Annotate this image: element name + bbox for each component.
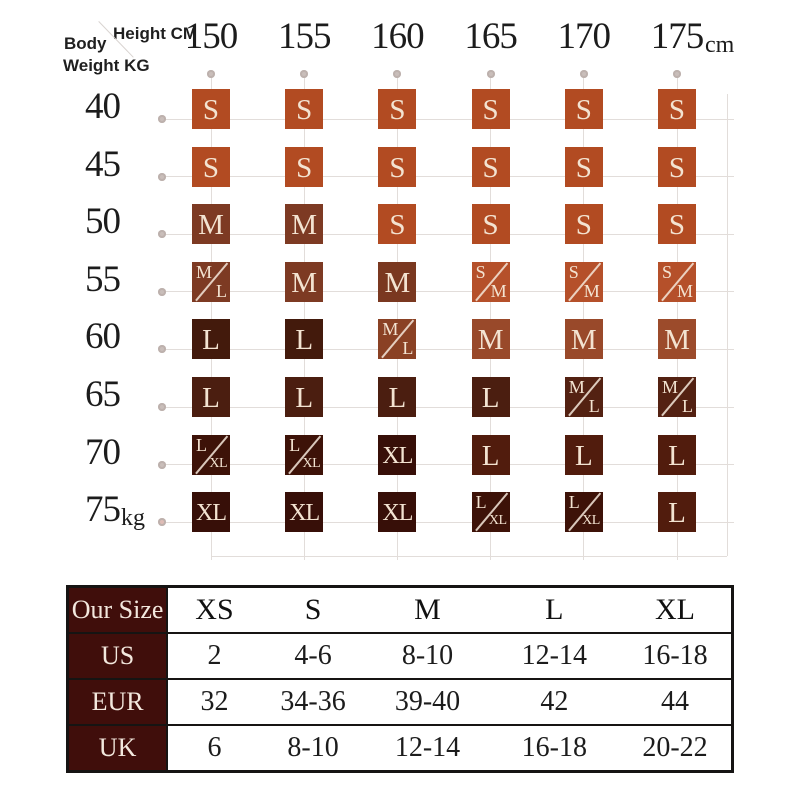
size-cell-55kg-155cm: [285, 262, 323, 302]
size-value: L: [295, 324, 314, 357]
size-value: XL: [382, 442, 413, 469]
us-xs: 2: [167, 633, 261, 679]
weight-axis-title-line2: Weight KG: [63, 56, 150, 75]
size-value: S: [482, 94, 499, 126]
size-cell-45kg-170cm: [565, 147, 603, 187]
size-cell-40kg-165cm: [472, 89, 510, 129]
weight-tick: 75: [85, 489, 120, 531]
size-value-top: M: [382, 319, 399, 340]
size-cell-65kg-175cm: [658, 377, 696, 417]
size-cell-60kg-160cm: [378, 319, 416, 359]
size-cell-40kg-155cm: [285, 89, 323, 129]
size-value: L: [668, 439, 686, 472]
size-value-top: M: [196, 261, 213, 282]
weight-tick: 45: [85, 143, 120, 185]
grid-dot: [158, 115, 166, 123]
uk-xs: 6: [167, 725, 261, 772]
size-cell-45kg-160cm: [378, 147, 416, 187]
size-value: M: [384, 266, 411, 299]
size-cell-75kg-170cm: [565, 492, 603, 532]
size-value: M: [664, 324, 690, 357]
size-cell-45kg-175cm: [658, 147, 696, 187]
us-m: 8-10: [365, 633, 489, 679]
size-value: S: [296, 94, 313, 126]
size-value: S: [389, 151, 406, 184]
eur-s: 34-36: [261, 679, 366, 725]
size-value: S: [202, 151, 220, 184]
grid-hline: [162, 119, 734, 120]
size-cell-65kg-150cm: [192, 377, 230, 417]
size-value: S: [296, 151, 313, 184]
size-cell-70kg-175cm: [658, 435, 696, 475]
size-value-top: S: [568, 261, 579, 282]
size-value: S: [668, 151, 686, 184]
size-value: S: [202, 94, 220, 126]
grid-hline: [162, 176, 734, 177]
size-cell-60kg-165cm: [472, 319, 510, 359]
grid-dot: [300, 70, 308, 78]
grid-hline: [162, 291, 734, 292]
uk-m: 12-14: [365, 725, 489, 772]
grid-dot: [158, 230, 166, 238]
grid-dot: [158, 345, 166, 353]
size-value-top: M: [568, 377, 585, 397]
us-xl: 16-18: [619, 633, 733, 679]
size-value: S: [575, 151, 592, 184]
size-value: M: [198, 209, 224, 242]
height-tick: 170: [557, 16, 611, 57]
size-cell-65kg-155cm: [285, 377, 323, 417]
size-col-l: L: [490, 587, 619, 634]
size-value: L: [574, 439, 593, 472]
size-value: S: [389, 94, 406, 126]
weight-tick: 55: [85, 258, 120, 300]
grid-dot: [393, 70, 401, 78]
size-col-xs: XS: [167, 587, 261, 634]
weight-tick: 70: [85, 431, 120, 473]
size-cell-40kg-150cm: [192, 89, 230, 129]
grid-dot: [158, 403, 166, 411]
size-value-top: L: [196, 434, 207, 455]
uk-xl: 20-22: [619, 725, 733, 772]
weight-tick: 50: [85, 201, 120, 243]
size-cell-45kg-155cm: [285, 147, 323, 187]
us-l: 12-14: [490, 633, 619, 679]
size-value: S: [575, 94, 592, 126]
size-cell-40kg-160cm: [378, 89, 416, 129]
size-cell-65kg-165cm: [472, 377, 510, 417]
size-cell-50kg-165cm: [472, 204, 510, 244]
region-label-eur: EUR: [68, 679, 168, 725]
size-value: L: [481, 382, 500, 414]
size-cell-60kg-150cm: [192, 319, 230, 359]
weight-tick: 40: [85, 86, 120, 127]
size-value-bottom: M: [583, 280, 600, 301]
size-cell-65kg-160cm: [378, 377, 416, 417]
size-cell-50kg-160cm: [378, 204, 416, 244]
height-unit-suffix: cm: [705, 32, 735, 58]
size-cell-55kg-175cm: [658, 262, 696, 302]
size-cell-70kg-155cm: [285, 435, 323, 475]
size-cell-55kg-165cm: [472, 262, 510, 302]
size-cell-60kg-175cm: [658, 319, 696, 359]
weight-axis-title-line1: Body: [64, 34, 107, 53]
size-value: S: [668, 94, 686, 126]
size-cell-40kg-175cm: [658, 89, 696, 129]
height-axis-title: Height CM: [113, 24, 198, 43]
size-value: L: [202, 324, 220, 357]
size-value: M: [291, 209, 318, 242]
grid-dot: [158, 518, 166, 526]
size-cell-55kg-170cm: [565, 262, 603, 302]
height-tick: 165: [464, 16, 517, 57]
size-cell-50kg-175cm: [658, 204, 696, 244]
table-header-row: [68, 587, 733, 634]
size-value: M: [477, 324, 504, 357]
size-value: M: [570, 324, 597, 357]
height-tick: 150: [184, 16, 238, 57]
size-value: M: [291, 266, 318, 299]
size-value: S: [482, 151, 499, 184]
size-cell-45kg-165cm: [472, 147, 510, 187]
size-value-bottom: XL: [582, 513, 600, 529]
size-cell-75kg-175cm: [658, 492, 696, 532]
size-cell-50kg-170cm: [565, 204, 603, 244]
size-value: L: [202, 382, 220, 414]
size-value-bottom: M: [676, 280, 693, 301]
grid-vline-right-edge: [727, 94, 728, 556]
size-value: L: [481, 439, 500, 472]
table-row-us: [68, 633, 733, 679]
size-col-xl: XL: [619, 587, 733, 634]
size-value: XL: [289, 500, 320, 527]
grid-hline: [162, 407, 734, 408]
grid-dot: [580, 70, 588, 78]
uk-l: 16-18: [490, 725, 619, 772]
weight-unit-suffix: kg: [121, 505, 145, 532]
grid-dot: [158, 288, 166, 296]
size-cell-55kg-150cm: [192, 262, 230, 302]
size-value-top: S: [475, 261, 486, 282]
size-value: XL: [382, 500, 413, 527]
grid-dot: [158, 461, 166, 469]
size-cell-60kg-170cm: [565, 319, 603, 359]
size-value-top: L: [568, 492, 580, 513]
size-cell-75kg-160cm: [378, 492, 416, 532]
height-tick: 155: [277, 16, 331, 57]
grid-hline: [162, 522, 734, 523]
size-col-m: M: [365, 587, 489, 634]
grid-hline: [162, 464, 734, 465]
grid-hline: [162, 349, 734, 350]
height-tick: 160: [371, 16, 424, 57]
size-value-bottom: XL: [209, 455, 227, 471]
height-tick: 175: [650, 16, 704, 57]
size-cell-75kg-165cm: [472, 492, 510, 532]
size-value: L: [295, 382, 314, 414]
size-value-bottom: XL: [488, 513, 507, 529]
size-value-top: L: [289, 434, 301, 455]
size-value: S: [668, 209, 686, 242]
our-size-header: Our Size: [68, 587, 168, 634]
size-value: L: [388, 382, 407, 414]
size-cell-45kg-150cm: [192, 147, 230, 187]
eur-xl: 44: [619, 679, 733, 725]
size-col-s: S: [261, 587, 366, 634]
size-value-top: S: [662, 261, 673, 282]
grid-dot: [207, 70, 215, 78]
size-cell-75kg-150cm: [192, 492, 230, 532]
size-cell-65kg-170cm: [565, 377, 603, 417]
table-row-eur: [68, 679, 733, 725]
size-value-top: M: [662, 377, 679, 397]
size-value: XL: [196, 500, 226, 527]
weight-tick: 60: [85, 316, 120, 358]
size-value-bottom: XL: [302, 455, 321, 471]
size-cell-70kg-160cm: [378, 435, 416, 475]
size-value-bottom: L: [402, 338, 414, 359]
grid-hline: [162, 234, 734, 235]
size-value-bottom: L: [682, 396, 693, 416]
region-label-uk: UK: [68, 725, 168, 772]
size-cell-70kg-165cm: [472, 435, 510, 475]
size-value: S: [575, 209, 592, 242]
size-cell-40kg-170cm: [565, 89, 603, 129]
us-s: 4-6: [261, 633, 366, 679]
size-value: L: [668, 497, 686, 530]
table-row-uk: [68, 725, 733, 772]
eur-l: 42: [490, 679, 619, 725]
eur-m: 39-40: [365, 679, 489, 725]
grid-dot: [158, 173, 166, 181]
size-value-bottom: L: [216, 280, 227, 301]
grid-hline-bottom-edge: [211, 556, 727, 557]
size-cell-70kg-150cm: [192, 435, 230, 475]
grid-dot: [673, 70, 681, 78]
size-value-bottom: L: [588, 396, 600, 416]
size-cell-55kg-160cm: [378, 262, 416, 302]
size-cell-70kg-170cm: [565, 435, 603, 475]
size-cell-50kg-155cm: [285, 204, 323, 244]
size-cell-60kg-155cm: [285, 319, 323, 359]
size-cell-50kg-150cm: [192, 204, 230, 244]
weight-tick: 65: [85, 374, 120, 415]
size-value-bottom: M: [490, 280, 507, 301]
region-label-us: US: [68, 633, 168, 679]
size-conversion-table: [66, 585, 734, 773]
uk-s: 8-10: [261, 725, 366, 772]
size-value: S: [389, 209, 406, 242]
size-value-top: L: [475, 492, 487, 513]
size-value: S: [482, 209, 499, 242]
grid-dot: [487, 70, 495, 78]
size-cell-75kg-155cm: [285, 492, 323, 532]
eur-xs: 32: [167, 679, 261, 725]
